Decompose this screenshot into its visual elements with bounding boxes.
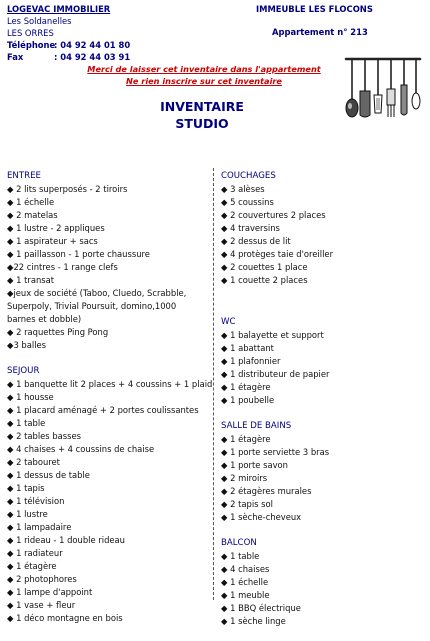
section-title: WC [221,317,236,327]
list-item: ◆ 2 matelas [7,210,58,220]
list-item: ◆ 1 paillasson - 1 porte chaussure [7,249,150,259]
column-divider [213,168,214,600]
section-title: COUCHAGES [221,171,276,181]
list-item: ◆ 1 table [7,418,46,428]
section-title: BALCON [221,538,257,548]
fax-label: Fax [7,52,24,62]
section-title: ENTREE [7,171,41,181]
list-item: ◆ 1 lustre - 2 appliques [7,223,105,233]
phone-number: : 04 92 44 01 80 [54,40,131,50]
list-item: ◆ 1 banquette lit 2 places + 4 coussins + 1 plaid [7,379,213,389]
list-item: ◆ 1 plafonnier [221,356,281,366]
section-wc [221,316,426,407]
list-item: ◆ 1 BBQ électrique [221,603,301,613]
section-sejour [7,365,213,625]
fax-row [7,51,130,63]
list-item: ◆ 1 échelle [7,197,55,207]
list-item: ◆ 2 lits superposés - 2 tiroirs [7,184,128,194]
list-item: ◆ 1 étagère [221,382,271,392]
list-item: ◆ 2 dessus de lit [221,236,291,246]
list-item: ◆ 2 étagères murales [221,486,312,496]
list-item: ◆ 1 poubelle [221,395,275,405]
list-item: ◆ 4 chaises + 4 coussins de chaise [7,444,155,454]
list-item: ◆ 5 coussins [221,197,274,207]
list-item: ◆ 1 lampadaire [7,522,72,532]
list-item: ◆ 2 couettes 1 place [221,262,308,272]
address-line-2: LES ORRES [7,28,54,38]
section-balcon [221,537,426,628]
address-line-1: Les Soldanelles [7,16,72,26]
list-item: ◆ 1 aspirateur + sacs [7,236,98,246]
list-item: ◆ 1 distributeur de papier [221,369,330,379]
section-salle-de-bains [221,420,426,524]
section-title: SALLE DE BAINS [221,421,292,431]
list-item: ◆ 2 raquettes Ping Pong [7,327,109,337]
list-item: ◆ 1 sèche-cheveux [221,512,302,522]
list-item: ◆ 1 déco montagne en bois [7,613,123,623]
list-item: ◆ 4 chaises [221,564,270,574]
list-item: ◆ 2 couvertures 2 places [221,210,326,220]
list-item: ◆ 1 télévision [7,496,65,506]
left-column [7,170,213,638]
title-line-2: STUDIO [175,116,229,131]
notice-line-2: Ne rien inscrire sur cet inventaire [126,76,282,86]
list-item: ◆ 1 balayette et support [221,330,324,340]
list-item: ◆ 4 traversins [221,223,280,233]
list-item: ◆ 1 lustre [7,509,48,519]
list-item: ◆jeux de société (Taboo, Cluedo, Scrabble, Superpoly, Trivial Poursuit, domino,1000 barnes et dobble) [7,288,187,324]
list-item: ◆ 1 table [221,551,260,561]
list-item: ◆ 3 alèses [221,184,265,194]
property-header [256,3,373,38]
apartment-number: Appartement n° 213 [272,27,368,37]
building-name: IMMEUBLE LES FLOCONS [256,4,373,14]
list-item: ◆ 1 étagère [7,561,57,571]
list-item: ◆ 1 dessus de table [7,470,90,480]
list-item: ◆ 2 tapis sol [221,499,273,509]
phone-label: Téléphone [7,40,56,50]
page-title [0,98,404,132]
list-item: ◆ 1 couette 2 places [221,275,308,285]
list-item: ◆3 balles [7,340,47,350]
list-item: ◆ 1 housse [7,392,54,402]
list-item: ◆ 1 porte serviette 3 bras [221,447,330,457]
right-column [221,170,426,641]
list-item: ◆ 1 transat [7,275,55,285]
list-item: ◆ 1 lampe d'appoint [7,587,93,597]
list-item: ◆ 1 rideau - 1 double rideau [7,535,125,545]
notice [0,63,400,87]
list-item: ◆ 4 protèges taie d'oreiller [221,249,334,259]
list-item: ◆ 1 porte savon [221,460,288,470]
list-item: ◆ 1 tapis [7,483,45,493]
list-item: ◆22 cintres - 1 range clefs [7,262,118,272]
list-item: ◆ 1 radiateur [7,548,63,558]
list-item: ◆ 2 tabouret [7,457,60,467]
section-title: SEJOUR [7,366,40,376]
list-item: ◆ 2 miroirs [221,473,268,483]
company-name: LOGEVAC IMMOBILIER [7,4,111,14]
list-item: ◆ 1 étagère [221,434,271,444]
section-entree [7,170,207,352]
title-line-1: INVENTAIRE [160,99,244,114]
list-item: ◆ 1 abattant [221,343,274,353]
list-item: ◆ 1 placard aménagé + 2 portes coulissantes [7,405,199,415]
list-item: ◆ 2 photophores [7,574,77,584]
list-item: ◆ 1 sèche linge [221,616,286,626]
list-item: ◆ 1 échelle [221,577,269,587]
section-couchages [221,170,426,287]
notice-line-1: Merci de laisser cet inventaire dans l'appartement [87,64,321,74]
fax-number: : 04 92 44 03 91 [54,52,131,62]
list-item: ◆ 1 vase + fleur [7,600,76,610]
list-item: ◆ 1 meuble [221,590,270,600]
agency-header [7,3,130,63]
phone-row [7,39,130,51]
list-item: ◆ 2 tables basses [7,431,82,441]
